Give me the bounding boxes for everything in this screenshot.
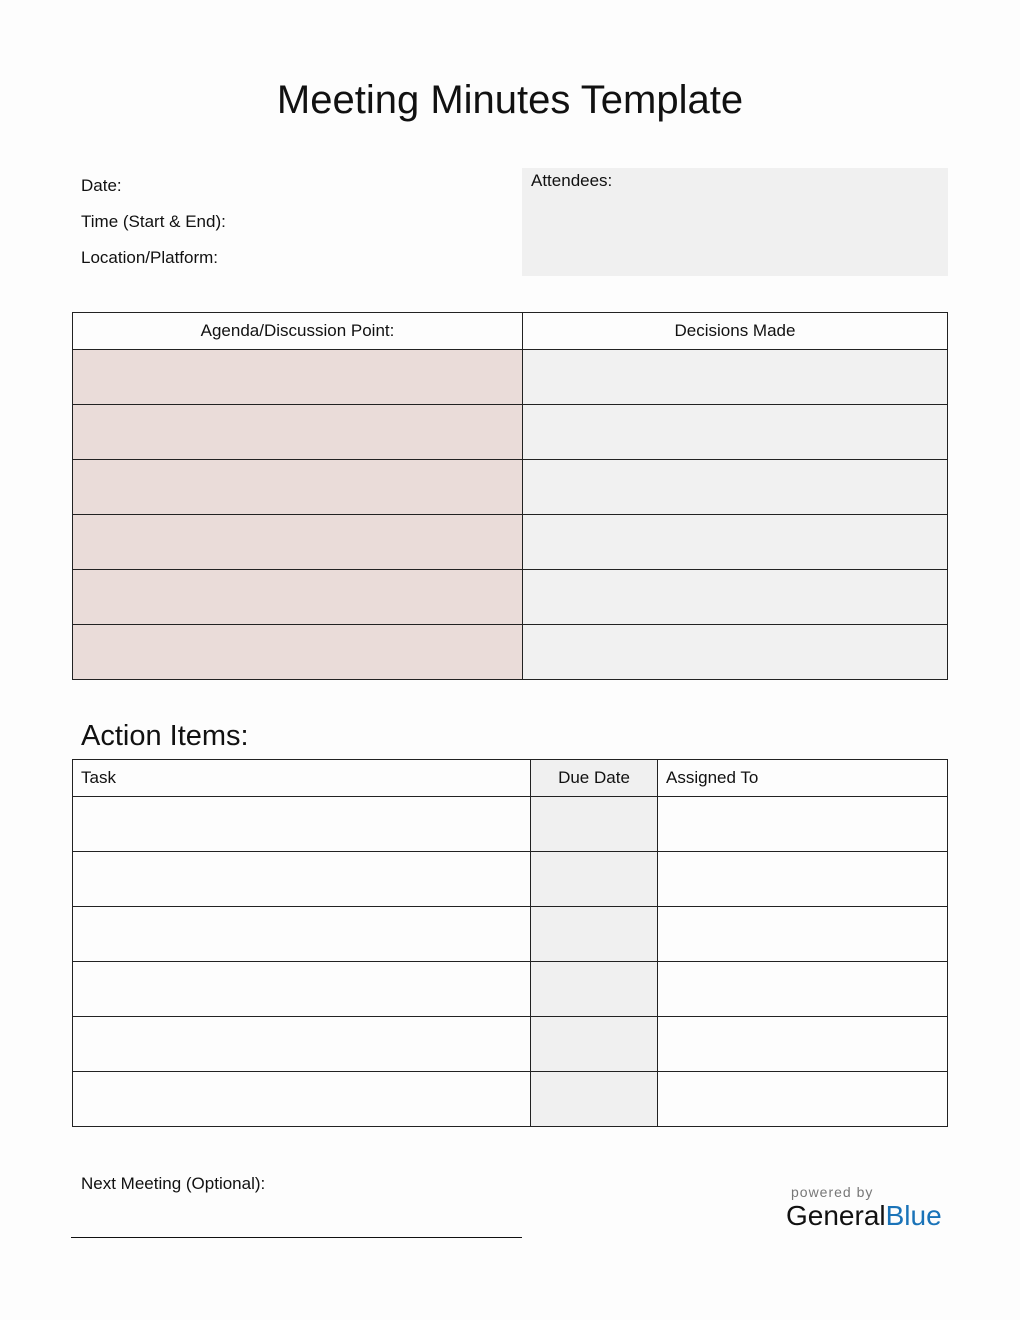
table-row bbox=[73, 797, 948, 852]
task-cell[interactable] bbox=[73, 907, 531, 962]
table-row bbox=[73, 907, 948, 962]
task-cell[interactable] bbox=[73, 1017, 531, 1072]
next-meeting-label: Next Meeting (Optional): bbox=[81, 1174, 266, 1193]
location-label: Location/Platform: bbox=[81, 248, 219, 267]
table-row bbox=[73, 570, 948, 625]
action-items-title: Action Items: bbox=[81, 720, 249, 752]
brand-general: General bbox=[786, 1200, 886, 1231]
due-date-cell[interactable] bbox=[531, 1017, 658, 1072]
decision-cell[interactable] bbox=[523, 570, 948, 625]
agenda-cell[interactable] bbox=[73, 515, 523, 570]
time-label: Time (Start & End): bbox=[81, 212, 226, 231]
assigned-to-cell[interactable] bbox=[658, 852, 948, 907]
brand-logo bbox=[786, 1200, 942, 1232]
table-row bbox=[73, 625, 948, 680]
page-title: Meeting Minutes Template bbox=[276, 78, 744, 122]
decision-cell[interactable] bbox=[523, 350, 948, 405]
agenda-header: Agenda/Discussion Point: bbox=[73, 313, 523, 350]
task-cell[interactable] bbox=[73, 1072, 531, 1127]
table-row bbox=[73, 460, 948, 515]
attendees-label: Attendees: bbox=[531, 171, 613, 190]
powered-by-text: powered by bbox=[791, 1184, 874, 1200]
table-row bbox=[73, 852, 948, 907]
assigned-to-cell[interactable] bbox=[658, 962, 948, 1017]
due-date-cell[interactable] bbox=[531, 1072, 658, 1127]
table-row bbox=[73, 405, 948, 460]
task-cell[interactable] bbox=[73, 797, 531, 852]
assigned-to-cell[interactable] bbox=[658, 907, 948, 962]
agenda-cell[interactable] bbox=[73, 350, 523, 405]
decisions-header: Decisions Made bbox=[523, 313, 948, 350]
action-items-table bbox=[72, 759, 948, 1127]
agenda-cell[interactable] bbox=[73, 570, 523, 625]
agenda-header-row bbox=[73, 313, 948, 350]
agenda-cell[interactable] bbox=[73, 625, 523, 680]
agenda-table bbox=[72, 312, 948, 680]
assigned-to-cell[interactable] bbox=[658, 797, 948, 852]
date-label: Date: bbox=[81, 176, 122, 195]
due-date-cell[interactable] bbox=[531, 797, 658, 852]
decision-cell[interactable] bbox=[523, 515, 948, 570]
assigned-to-header: Assigned To bbox=[658, 760, 948, 797]
action-header-row bbox=[73, 760, 948, 797]
due-date-cell[interactable] bbox=[531, 962, 658, 1017]
task-cell[interactable] bbox=[73, 852, 531, 907]
table-row bbox=[73, 515, 948, 570]
due-date-cell[interactable] bbox=[531, 907, 658, 962]
meeting-info bbox=[81, 176, 226, 284]
table-row bbox=[73, 1072, 948, 1127]
decision-cell[interactable] bbox=[523, 460, 948, 515]
decision-cell[interactable] bbox=[523, 405, 948, 460]
agenda-cell[interactable] bbox=[73, 405, 523, 460]
agenda-cell[interactable] bbox=[73, 460, 523, 515]
task-cell[interactable] bbox=[73, 962, 531, 1017]
assigned-to-cell[interactable] bbox=[658, 1072, 948, 1127]
table-row bbox=[73, 1017, 948, 1072]
due-date-cell[interactable] bbox=[531, 852, 658, 907]
decision-cell[interactable] bbox=[523, 625, 948, 680]
brand-blue: Blue bbox=[885, 1200, 942, 1231]
table-row bbox=[73, 962, 948, 1017]
task-header: Task bbox=[73, 760, 531, 797]
attendees-box[interactable] bbox=[522, 168, 948, 276]
table-row bbox=[73, 350, 948, 405]
assigned-to-cell[interactable] bbox=[658, 1017, 948, 1072]
due-date-header: Due Date bbox=[531, 760, 658, 797]
next-meeting-line[interactable] bbox=[71, 1237, 522, 1238]
